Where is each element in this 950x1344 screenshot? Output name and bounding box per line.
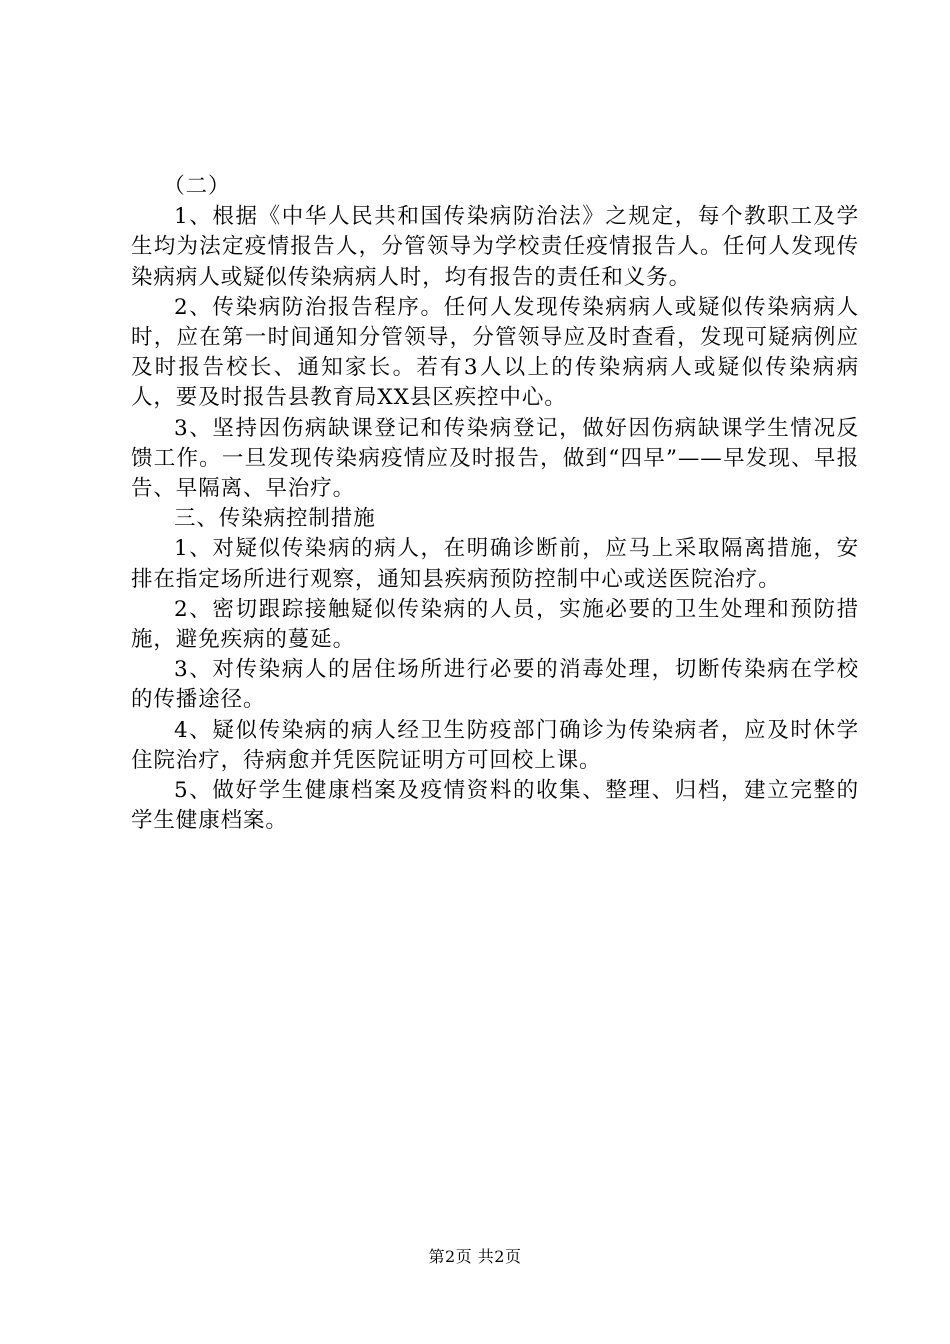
page-number: 第2页 共2页	[428, 1247, 522, 1266]
paragraph: 5、做好学生健康档案及疫情资料的收集、整理、归档，建立完整的学生健康档案。	[131, 778, 859, 834]
paragraph: 3、坚持因伤病缺课登记和传染病登记，做好因伤病缺课学生情况反馈工作。一旦发现传染病疫情应及时报告，做到“四早”——早发现、早报告、早隔离、早治疗。	[131, 415, 859, 502]
paragraph: 1、对疑似传染病的病人，在明确诊断前，应马上采取隔离措施，安排在指定场所进行观察，通知县疾病预防控制中心或送医院治疗。	[131, 536, 859, 592]
paragraph: 2、传染病防治报告程序。任何人发现传染病病人或疑似传染病病人时，应在第一时间通知分管领导，分管领导应及时查看，发现可疑病例应及时报告校长、通知家长。若有3人以上的传染病病人或疑似传染病病人，要及时报告县教育局XX县区疾控中心。	[131, 294, 859, 411]
paragraph: 2、密切跟踪接触疑似传染病的人员，实施必要的卫生处理和预防措施，避免疾病的蔓延。	[131, 596, 859, 653]
paragraph: 3、对传染病人的居住场所进行必要的消毒处理，切断传染病在学校的传播途径。	[131, 657, 859, 713]
section-heading: 三、传染病控制措施	[174, 506, 376, 532]
paragraph: 4、疑似传染病的病人经卫生防疫部门确诊为传染病者，应及时休学住院治疗，待病愈并凭医院证明方可回校上课。	[131, 717, 859, 773]
subsection-heading: （二）	[163, 174, 231, 199]
paragraph: 1、根据《中华人民共和国传染病防治法》之规定，每个教职工及学生均为法定疫情报告人，分管领导为学校责任疫情报告人。任何人发现传染病病人或疑似传染病病人时，均有报告的责任和义务。	[131, 204, 859, 290]
document-body	[131, 172, 859, 836]
